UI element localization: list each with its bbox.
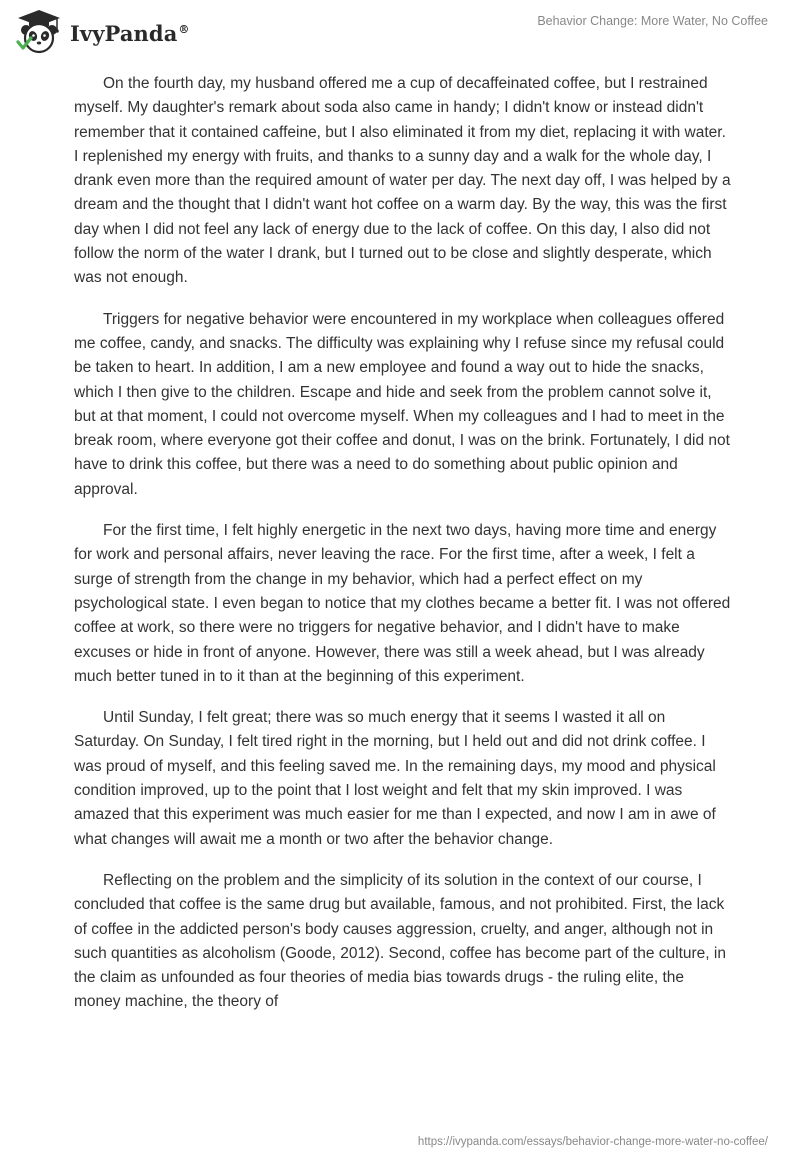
essay-body bbox=[74, 72, 734, 1032]
paragraph: On the fourth day, my husband offered me a cup of decaffeinated coffee, but I restrained myself. My daughter's remark about soda also came in handy; I didn't know or instead didn't remember that it contained caffeine, but I also eliminated it from my diet, replacing it with water. I replenished my energy with fruits, and thanks to a sunny day and a walk for the whole day, I drank even more than the required amount of water per day. The next day off, I was helped by a dream and the thought that I didn't want hot coffee on a warm day. By the way, this was the first day when I did not feel any lack of energy due to the lack of coffee. On this day, I also did not follow the norm of the water I drank, but I turned out to be close and slightly desperate, which was not enough. bbox=[74, 75, 731, 287]
panda-graduate-icon bbox=[14, 8, 64, 54]
source-url-link[interactable]: https://ivypanda.com/essays/behavior-change-more-water-no-coffee/ bbox=[417, 1136, 768, 1148]
paragraph: Triggers for negative behavior were encountered in my workplace when colleagues offered me coffee, candy, and snacks. The difficulty was explaining why I refuse since my refusal could be taken to heart. In addition, I am a new employee and found a way out to hide the snacks, which I then give to the children. Escape and hide and seek from the problem cannot solve it, but at that moment, I could not overcome myself. When my colleagues and I had to meet in the break room, where everyone got their coffee and donut, I was on the brink. Fortunately, I did not have to drink this coffee, but there was a need to do something about public opinion and approval. bbox=[74, 310, 730, 498]
paragraph: Reflecting on the problem and the simplicity of its solution in the context of our course, I concluded that coffee is the same drug but available, famous, and not prohibited. First, the lack of coffee in the addicted person's body causes aggression, cruelty, and anger, although not in such quantities as alcoholism (Goode, 2012). Second, coffee has become part of the culture, in the claim as unfounded as four theories of media bias towards drugs - the ruling elite, the money machine, the theory of bbox=[74, 871, 726, 1011]
brand-logo[interactable] bbox=[14, 8, 190, 54]
paragraph: Until Sunday, I felt great; there was so much energy that it seems I wasted it all on Saturday. On Sunday, I felt tired right in the morning, but I held out and did not drink coffee. I was proud of myself, and this feeling saved me. In the remaining days, my mood and physical condition improved, up to the point that I lost weight and felt that my skin improved. I was amazed that this experiment was much easier for me than I expected, and now I am in awe of what changes will await me a month or two after the behavior change. bbox=[74, 709, 716, 848]
registered-mark: ® bbox=[178, 22, 190, 36]
brand-name: IvyPanda® bbox=[70, 20, 190, 46]
paragraph: For the first time, I felt highly energetic in the next two days, having more time and energy for work and personal affairs, never leaving the race. For the first time, after a week, I felt a surge of strength from the change in my behavior, which had a perfect effect on my psychological state. I even began to notice that my clothes became a better fit. I was not offered coffee at work, so there were no triggers for negative behavior, and I didn't have to make excuses or hide in front of anyone. However, there was still a week ahead, but I was already much better tuned in to it than at the beginning of this experiment. bbox=[74, 522, 731, 685]
document-title: Behavior Change: More Water, No Coffee bbox=[537, 14, 768, 28]
page-header bbox=[0, 0, 800, 60]
